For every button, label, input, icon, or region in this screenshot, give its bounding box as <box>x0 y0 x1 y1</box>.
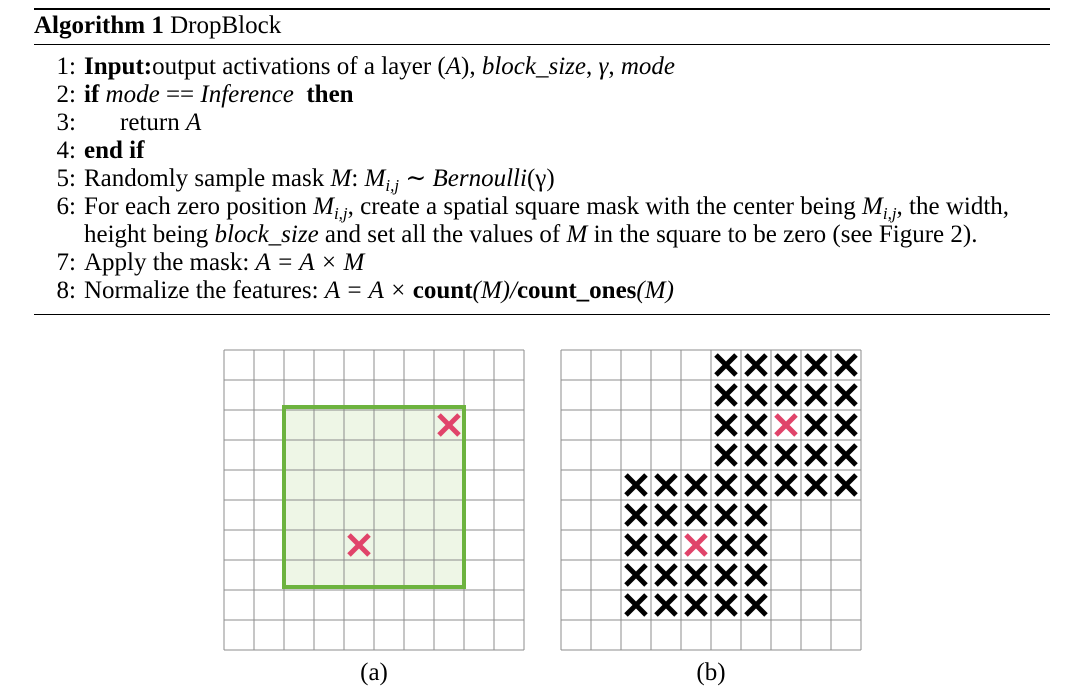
algorithm-line-8 <box>44 277 674 305</box>
black-cross-mark <box>806 385 826 405</box>
black-cross-mark <box>836 445 856 465</box>
black-cross-mark <box>806 415 826 435</box>
black-cross-mark <box>656 535 676 555</box>
math-var: M <box>364 165 386 192</box>
line-number: 6: <box>56 193 76 220</box>
red-cross-mark <box>776 415 796 435</box>
red-cross-mark <box>686 535 706 555</box>
line-text: (γ) <box>526 165 555 192</box>
math-var: mode <box>105 81 160 108</box>
line-number: 5: <box>56 165 76 192</box>
line-text: ), <box>461 53 482 80</box>
black-cross-mark <box>626 475 646 495</box>
black-cross-mark <box>716 595 736 615</box>
black-cross-mark <box>626 535 646 555</box>
keyword-input: Input: <box>84 53 153 80</box>
black-cross-mark <box>746 475 766 495</box>
line-number: 2: <box>56 81 76 108</box>
math-var: Bernoulli <box>432 165 527 192</box>
black-cross-mark <box>776 445 796 465</box>
math-var: M <box>862 193 883 220</box>
line-text: , <box>586 53 599 80</box>
math-subscript: i,j <box>882 204 897 223</box>
math-expression: A = A × <box>324 277 413 304</box>
line-text: Randomly sample mask <box>84 165 331 192</box>
figure-a-caption: (a) <box>360 659 388 686</box>
algorithm-line-7 <box>44 249 364 277</box>
line-text: Apply the mask: <box>84 249 256 276</box>
black-cross-mark <box>746 535 766 555</box>
algorithm-line-1 <box>44 53 675 81</box>
math-var: M <box>313 193 334 220</box>
black-cross-mark <box>656 505 676 525</box>
line-number: 4: <box>56 137 76 164</box>
line-text: , create a spatial square mask with the center being <box>347 193 863 220</box>
math-var: M <box>330 165 352 192</box>
black-cross-mark <box>716 505 736 525</box>
line-number: 7: <box>56 249 76 276</box>
black-cross-mark <box>686 505 706 525</box>
black-cross-mark <box>746 505 766 525</box>
black-cross-mark <box>806 475 826 495</box>
figure-b-grid <box>561 350 861 650</box>
black-cross-mark <box>836 385 856 405</box>
keyword-then: then <box>306 81 354 108</box>
black-cross-mark <box>686 565 706 585</box>
black-cross-mark <box>716 565 736 585</box>
algorithm-label: Algorithm 1 <box>34 12 164 39</box>
black-cross-mark <box>746 565 766 585</box>
function-count-ones: count_ones <box>516 277 637 304</box>
black-cross-mark <box>716 355 736 375</box>
keyword-if: if <box>84 81 100 108</box>
function-count: count <box>412 277 473 304</box>
algorithm-line-6-continued <box>44 221 977 249</box>
black-cross-mark <box>656 595 676 615</box>
line-text: : <box>351 165 365 192</box>
math-var: γ <box>598 53 609 80</box>
black-cross-mark <box>776 475 796 495</box>
black-cross-mark <box>836 475 856 495</box>
black-cross-mark <box>806 445 826 465</box>
algorithm-line-5 <box>44 165 555 193</box>
black-cross-mark <box>746 385 766 405</box>
black-cross-mark <box>746 415 766 435</box>
line-text: == <box>159 81 201 108</box>
figure-b <box>561 350 861 650</box>
black-cross-mark <box>776 355 796 375</box>
black-cross-mark <box>716 535 736 555</box>
black-cross-mark <box>776 385 796 405</box>
black-cross-mark <box>716 385 736 405</box>
black-cross-mark <box>836 415 856 435</box>
black-cross-mark <box>746 445 766 465</box>
line-number: 3: <box>56 109 76 136</box>
line-text: in the square to be zero (see Figure 2). <box>587 221 978 248</box>
black-cross-mark <box>746 595 766 615</box>
line-text: output activations of a layer ( <box>152 53 446 80</box>
math-var: block_size <box>481 53 586 80</box>
black-cross-mark <box>716 475 736 495</box>
math-expression: A = A × M <box>255 249 365 276</box>
line-number: 1: <box>56 53 76 80</box>
math-subscript: i,j <box>333 204 348 223</box>
algorithm-line-3 <box>44 109 201 137</box>
black-cross-mark <box>626 595 646 615</box>
math-subscript: i,j <box>385 176 400 195</box>
algorithm-line-2 <box>44 81 354 109</box>
math-var: A <box>445 53 462 80</box>
black-cross-mark <box>686 595 706 615</box>
algorithm-line-6 <box>44 193 1009 221</box>
math-var: mode <box>620 53 676 80</box>
line-text: Normalize the features: <box>84 277 325 304</box>
black-cross-mark <box>716 445 736 465</box>
line-text: return <box>120 109 186 136</box>
title-rule <box>34 44 1050 45</box>
line-number: 8: <box>56 277 76 304</box>
figure-a <box>224 350 524 650</box>
black-cross-mark <box>626 565 646 585</box>
line-text: height being <box>84 221 215 248</box>
math-expression: (M) <box>636 277 674 304</box>
black-cross-mark <box>746 355 766 375</box>
black-cross-mark <box>626 505 646 525</box>
black-cross-mark <box>656 565 676 585</box>
line-text: , the width, <box>896 193 1010 220</box>
line-text: For each zero position <box>84 193 314 220</box>
figure-a-grid <box>224 350 524 650</box>
black-cross-mark <box>686 475 706 495</box>
math-var: M <box>566 221 588 248</box>
line-text: ∼ <box>399 165 433 192</box>
math-var: block_size <box>214 221 319 248</box>
math-var: A <box>185 109 202 136</box>
line-text: and set all the values of <box>318 221 567 248</box>
black-cross-mark <box>716 415 736 435</box>
math-expression: (M)/ <box>472 277 517 304</box>
black-cross-mark <box>656 475 676 495</box>
line-text: , <box>608 53 621 80</box>
algorithm-name: DropBlock <box>170 12 282 39</box>
top-rule <box>34 8 1050 10</box>
figure-b-caption: (b) <box>696 659 726 686</box>
bottom-rule <box>34 314 1050 315</box>
black-cross-mark <box>836 355 856 375</box>
black-cross-mark <box>806 355 826 375</box>
math-var: Inference <box>200 81 294 108</box>
algorithm-title <box>34 11 281 41</box>
algorithm-line-4 <box>44 137 144 165</box>
keyword-end-if: end if <box>84 137 145 164</box>
